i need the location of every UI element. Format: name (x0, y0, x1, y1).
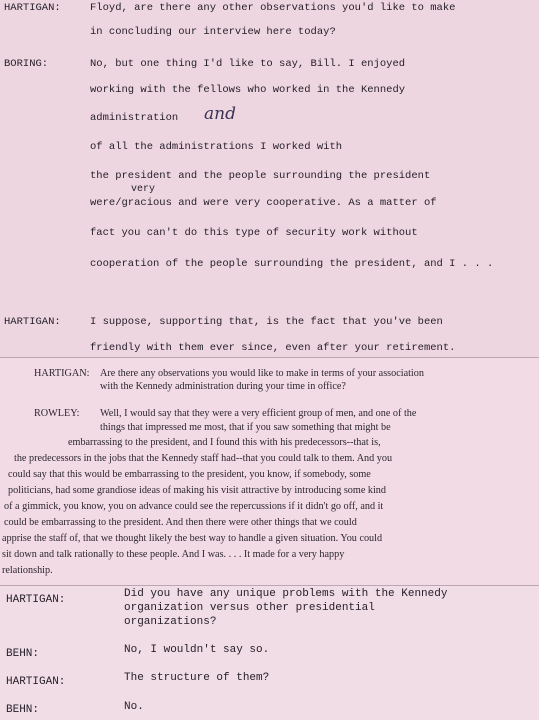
transcript-line: in concluding our interview here today? (90, 26, 336, 38)
transcript-line: sit down and talk rationally to these people. And I was. . . . It made for a very happy (2, 549, 345, 560)
transcript-line: embarrassing to the president, and I found this with his predecessors--that is, (68, 437, 381, 448)
transcript-line: administration (90, 112, 179, 124)
transcript-line: politicians, had some grandiose ideas of making his visit attractive by introducing some kind (8, 485, 386, 496)
transcript-line: of all the administrations I worked with (90, 141, 343, 153)
handwritten-insertion: and (204, 104, 236, 124)
transcript-line: apprise the staff of, that we thought likely the best way to handle a given situation. You could (2, 533, 383, 544)
transcript-section-behn (0, 586, 539, 720)
transcript-line: Are there any observations you would like to make in terms of your association (100, 368, 424, 379)
speaker-label: HARTIGAN: (4, 2, 61, 14)
speaker-label: HARTIGAN: (4, 316, 61, 328)
speaker-label: BORING: (4, 58, 49, 70)
transcript-line: the president and the people surrounding the president (90, 170, 431, 182)
transcript-line: I suppose, supporting that, is the fact that you've been (90, 316, 443, 328)
transcript-line: could be embarrassing to the president. And then there were other things that we could (4, 517, 357, 528)
transcript-line: No, but one thing I'd like to say, Bill. I enjoyed (90, 58, 406, 70)
transcript-line: organizations? (124, 616, 217, 628)
speaker-label: BEHN: (6, 704, 40, 716)
transcript-line: organization versus other presidential (124, 602, 375, 614)
transcript-line: friendly with them ever since, even after your retirement. (90, 342, 456, 354)
transcript-line: No, I wouldn't say so. (124, 644, 270, 656)
speaker-label: HARTIGAN: (6, 594, 66, 606)
transcript-line: of a gimmick, you know, you on advance could see the repercussions if it didn't go off, and it (4, 501, 384, 512)
transcript-line: Floyd, are there any other observations you'd like to make (90, 2, 456, 14)
transcript-line: The structure of them? (124, 672, 270, 684)
transcript-line: were/gracious and were very cooperative. As a matter of (90, 197, 437, 209)
transcript-section-rowley (0, 358, 539, 586)
speaker-label: HARTIGAN: (6, 676, 66, 688)
transcript-line: Did you have any unique problems with the Kennedy (124, 588, 448, 600)
transcript-section-boring (0, 0, 539, 358)
transcript-line: No. (124, 701, 144, 713)
transcript-line: cooperation of the people surrounding the president, and I . . . (90, 258, 494, 270)
transcript-line: could say that this would be embarrassing to the president, you know, if somebody, some (8, 469, 371, 480)
transcript-line: the predecessors in the jobs that the Kennedy staff had--that you could talk to them. And you (14, 453, 393, 464)
transcript-line: relationship. (2, 565, 53, 576)
transcript-line: fact you can't do this type of security work without (90, 227, 418, 239)
inserted-word: very (131, 184, 156, 195)
speaker-label: ROWLEY: (34, 408, 80, 419)
transcript-line: Well, I would say that they were a very efficient group of men, and one of the (100, 408, 417, 419)
transcript-line: with the Kennedy administration during your time in office? (100, 381, 346, 392)
speaker-label: BEHN: (6, 648, 40, 660)
speaker-label: HARTIGAN: (34, 368, 90, 379)
transcript-line: working with the fellows who worked in the Kennedy (90, 84, 406, 96)
transcript-line: things that impressed me most, that if you saw something that might be (100, 422, 391, 433)
